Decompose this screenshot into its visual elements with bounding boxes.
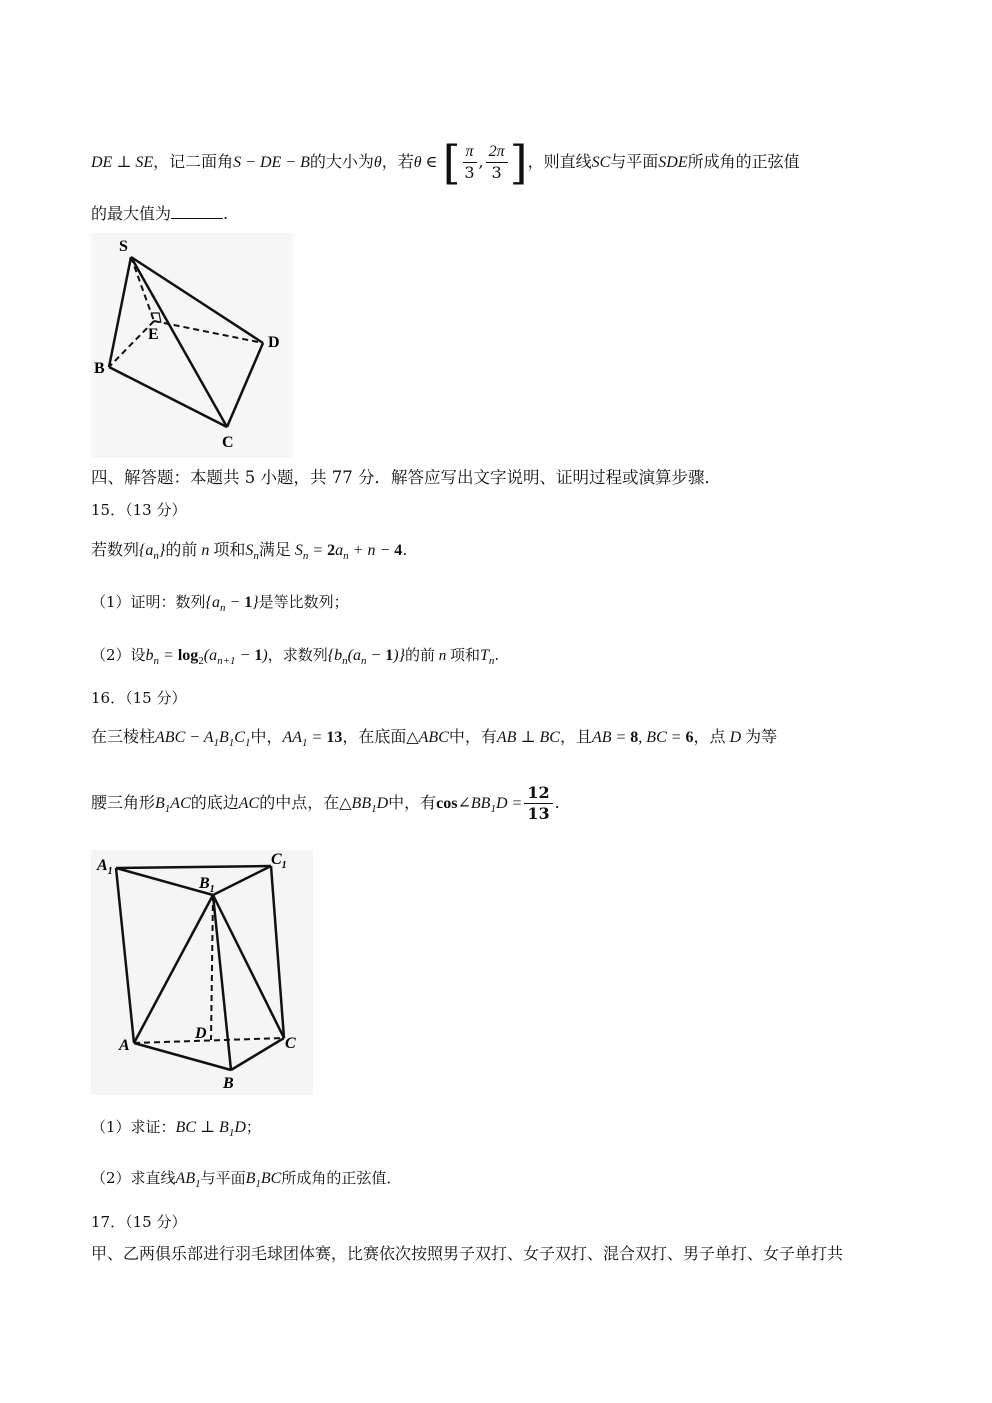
q16-frac-12-13: $\frac{12}{13}$ xyxy=(524,783,552,824)
q15-formula: $S_n = 2a_n + n - 4$ xyxy=(290,542,403,562)
label-d: D xyxy=(195,1025,207,1042)
q16-heading: 16．（15 分） xyxy=(91,689,187,707)
label-b: B xyxy=(223,1075,234,1092)
answer-blank xyxy=(171,204,223,219)
label-b: B xyxy=(94,360,105,377)
label-b1: $B_1$ xyxy=(199,875,215,895)
label-a1: $A_1$ xyxy=(97,857,113,877)
q14-frac-pi-3: $\frac{\pi}{3}$ xyxy=(464,143,475,182)
q16-part1: （1）求证：BC ⊥ $B_1D$； xyxy=(91,1118,261,1139)
prism-figure xyxy=(91,850,313,1095)
q14-sde: SDE xyxy=(658,154,688,171)
q14-text: 的大小为 xyxy=(309,152,374,171)
q14-frac-2pi-3: $\frac{2\pi}{3}$ xyxy=(486,142,508,183)
q14-text: 所成角的正弦值 xyxy=(687,152,800,171)
q14-theta-in: θ ∈ xyxy=(413,154,438,171)
q14-text: 与平面 xyxy=(610,152,659,171)
q17-heading: 17．（15 分） xyxy=(91,1213,187,1231)
q14-text: 的最大值为 xyxy=(91,204,172,223)
q15-heading: 15．（13 分） xyxy=(91,501,187,519)
q14-text: ，记二面角 xyxy=(153,152,234,171)
q14-de-perp-se: DE ⊥ SE xyxy=(91,154,154,171)
label-c: C xyxy=(222,434,234,451)
label-a: A xyxy=(119,1037,130,1054)
label-d: D xyxy=(268,334,280,351)
q14-text: ，则直线 xyxy=(527,152,592,171)
label-s: S xyxy=(119,238,128,255)
left-bracket: [ xyxy=(442,135,461,190)
right-bracket: ] xyxy=(509,135,528,190)
section-4-heading: 四、解答题：本题共 5 小题，共 77 分．解答应写出文字说明、证明过程或演算步骤． xyxy=(91,468,721,487)
q14-dihedral: S − DE − B xyxy=(233,154,310,171)
q14-sc: SC xyxy=(591,154,611,171)
seq-an: $\{a_n\}$ xyxy=(139,542,166,562)
label-c1: $C_1$ xyxy=(271,851,287,871)
label-c: C xyxy=(285,1035,296,1052)
label-e: E xyxy=(148,326,159,343)
pyramid-figure xyxy=(91,233,293,458)
q14-line2 xyxy=(91,204,228,224)
q14-theta: θ xyxy=(373,154,382,171)
q16-line2: 腰三角形$B_1AC$的底边AC的中点，在$\triangle BB_1D$中，有$\cos\angle BB_1D$ = $\frac{12}{13}$ . xyxy=(91,783,560,823)
q16-part2: （2）求直线$AB_1$与平面$B_1BC$所成角的正弦值． xyxy=(91,1169,402,1190)
q15-part1: （1）证明：数列$\{a_n - 1\}$是等比数列； xyxy=(91,593,349,614)
q16-line1: 在三棱柱ABC − $A_1B_1C_1$中，$AA_1 = 13$，在底面△ABC中，有AB ⊥ BC，且AB = 8, BC = 6，点 D 为等 xyxy=(91,727,778,749)
q14-line1: DE ⊥ SE，记二面角S − DE − B的大小为θ，若θ ∈ [ $\frac{\pi}{3}$ , $\frac{2\pi}{3}$ ]，则直线SC与平面SDE所成角的正弦值 xyxy=(91,135,800,190)
q14-text: . xyxy=(223,204,229,223)
q15-part2: （2）设$b_n = \log_2(a_{n+1} - 1)$，求数列$\{b_n(a_n - 1)\}$的前 n 项和$T_n$. xyxy=(91,646,500,667)
q14-text: ，若 xyxy=(381,152,414,171)
q15-stem: 若数列$\{a_n\}$的前 n 项和$S_n$满足 $S_n = 2a_n + n - 4$. xyxy=(91,540,408,562)
q17-line1: 甲、乙两俱乐部进行羽毛球团体赛，比赛依次按照男子双打、女子双打、混合双打、男子单打、女子单打共 xyxy=(91,1244,844,1263)
